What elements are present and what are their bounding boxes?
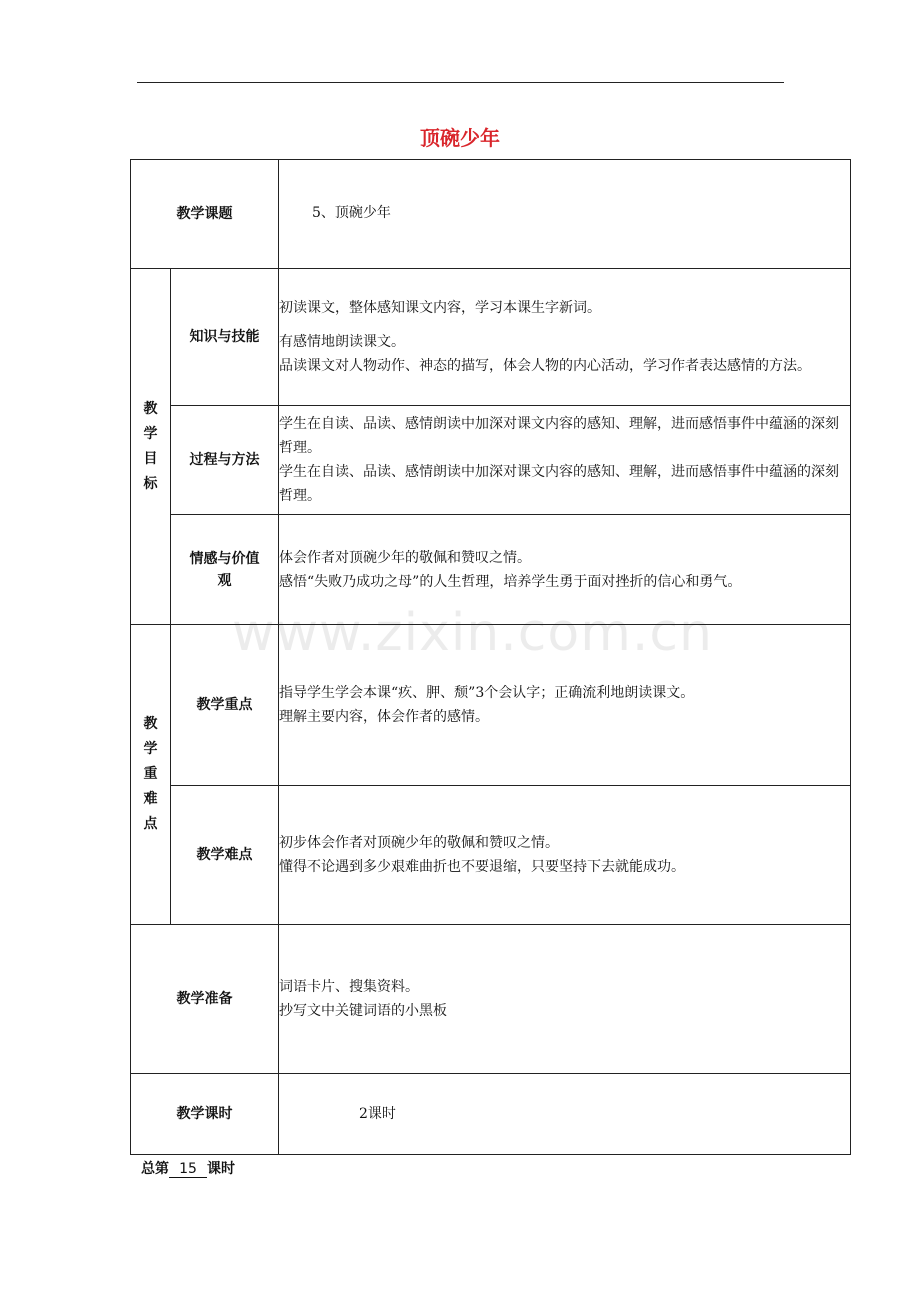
- knowledge-line-3: 品读课文对人物动作、神态的描写，体会人物的内心活动，学习作者表达感情的方法。: [279, 358, 811, 374]
- topic-value: [279, 160, 851, 269]
- process-line-2: 学生在自读、品读、感情朗读中加深对课文内容的感知、理解，进而感悟事件中蕴涵的深刻哲理。: [279, 464, 839, 504]
- knowledge-content: [279, 269, 851, 406]
- row-process: [131, 406, 851, 515]
- knowledge-line-1: 初读课文，整体感知课文内容，学习本课生字新词。: [279, 300, 601, 316]
- row-focus: [131, 625, 851, 786]
- row-preparation: [131, 925, 851, 1074]
- difficulty-label: 教学难点: [171, 786, 279, 925]
- row-knowledge: [131, 269, 851, 406]
- topic-label: 教学课题: [131, 160, 279, 269]
- keypoints-group-label: [131, 625, 171, 925]
- keypoints-char-1: 教: [143, 716, 158, 732]
- process-content: [279, 406, 851, 515]
- hours-content: [279, 1074, 851, 1155]
- preparation-label: 教学准备: [131, 925, 279, 1074]
- process-label: 过程与方法: [171, 406, 279, 515]
- preparation-content: [279, 925, 851, 1074]
- focus-content: [279, 625, 851, 786]
- focus-line-2: 理解主要内容，体会作者的感情。: [279, 709, 489, 725]
- knowledge-line-2: 有感情地朗读课文。: [279, 334, 405, 350]
- footer-suffix: 课时: [207, 1161, 235, 1177]
- row-topic: [131, 160, 851, 269]
- difficulty-content: [279, 786, 851, 925]
- goals-group-label: [131, 269, 171, 625]
- emotion-label-line-2: 观: [217, 572, 232, 589]
- topic-text: 5、顶碗少年: [312, 205, 391, 221]
- row-difficulty: [131, 786, 851, 925]
- row-emotion: [131, 515, 851, 625]
- row-hours: [131, 1074, 851, 1155]
- emotion-label: [171, 515, 279, 625]
- watermark: www.zixin.com.cn: [232, 603, 713, 663]
- knowledge-label: 知识与技能: [171, 269, 279, 406]
- footer-number: 15: [169, 1162, 207, 1178]
- process-line-1: 学生在自读、品读、感情朗读中加深对课文内容的感知、理解，进而感悟事件中蕴涵的深刻哲理。: [279, 416, 839, 456]
- document-title: 顶碗少年: [420, 126, 500, 150]
- goals-char-2: 学: [143, 425, 158, 442]
- focus-line-1: 指导学生学会本课“疚、胛、颓”3个会认字；正确流利地朗读课文。: [279, 685, 695, 701]
- header-rule: [137, 82, 784, 83]
- goals-char-1: 教: [143, 400, 158, 417]
- emotion-content: [279, 515, 851, 625]
- difficulty-line-1: 初步体会作者对顶碗少年的敬佩和赞叹之情。: [279, 835, 559, 851]
- emotion-line-1: 体会作者对顶碗少年的敬佩和赞叹之情。: [279, 549, 531, 566]
- preparation-line-1: 词语卡片、搜集资料。: [279, 979, 419, 995]
- lesson-plan-table: [130, 159, 851, 1155]
- goals-char-3: 目: [143, 450, 158, 467]
- footer-total-hours: [141, 1158, 235, 1178]
- hours-label: 教学课时: [131, 1074, 279, 1155]
- keypoints-char-5: 点: [143, 816, 158, 832]
- footer-prefix: 总第: [141, 1161, 169, 1177]
- keypoints-char-2: 学: [143, 741, 158, 757]
- difficulty-line-2: 懂得不论遇到多少艰难曲折也不要退缩，只要坚持下去就能成功。: [279, 859, 685, 875]
- focus-label: 教学重点: [171, 625, 279, 786]
- emotion-label-line-1: 情感与价值: [189, 550, 260, 567]
- keypoints-char-4: 难: [143, 791, 158, 807]
- goals-char-4: 标: [143, 475, 158, 492]
- emotion-line-2: 感悟“失败乃成功之母”的人生哲理，培养学生勇于面对挫折的信心和勇气。: [279, 573, 742, 590]
- hours-value: 2课时: [359, 1106, 396, 1122]
- preparation-line-2: 抄写文中关键词语的小黑板: [279, 1003, 447, 1019]
- keypoints-char-3: 重: [143, 766, 158, 782]
